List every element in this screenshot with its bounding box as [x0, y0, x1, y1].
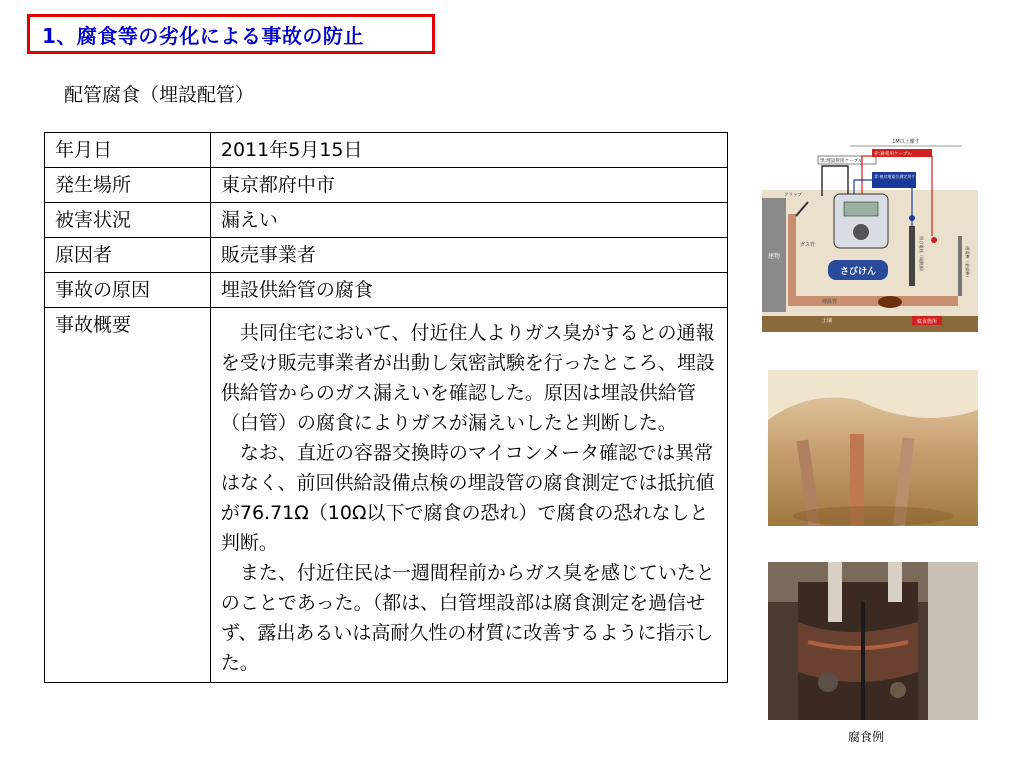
table-row: [45, 168, 728, 203]
row-label: 事故概要: [45, 308, 211, 683]
brand-label: さびけん: [839, 267, 877, 277]
row-value: 埋設供給管の腐食: [210, 273, 727, 308]
photo-caption: 腐食例: [848, 730, 885, 744]
accident-info-table: [44, 132, 728, 683]
row-label: 発生場所: [45, 168, 211, 203]
accident-summary: [210, 308, 727, 683]
buried-pipe-photo: [768, 370, 978, 526]
blue-cable-label: 青:被対地電位測定用ケーブル: [874, 174, 927, 179]
distance-label: 1M以上離す: [892, 139, 920, 145]
table-row: [45, 203, 728, 238]
table-row: [45, 273, 728, 308]
earth-rod-label: 通電棒（金属棒）: [965, 246, 970, 280]
soil-label: 土壌: [822, 318, 833, 324]
black-cable-label: 黒:埋設管用ケーブル: [820, 159, 863, 164]
corrosion-closeup-photo: [768, 562, 978, 720]
summary-paragraph: なお、直近の容器交換時のマイコンメータ確認では異常はなく、前回供給設備点検の埋設管の腐食測定では抵抗値が76.71Ω（10Ω以下で腐食の恐れ）で腐食の恐れなしと判断。: [220, 442, 715, 554]
buried-pipe-label: 埋設管: [822, 299, 838, 305]
corrosion-measurement-diagram: [762, 136, 978, 332]
row-label: 事故の原因: [45, 273, 211, 308]
row-label: 原因者: [45, 238, 211, 273]
summary-paragraph: 共同住宅において、付近住人よりガス臭がするとの通報を受け販売事業者が出動し気密試験を行ったところ、埋設供給管からのガス漏えいを確認した。原因は埋設供給管（白管）の腐食によりガスが漏えいしたと判断した。: [220, 322, 715, 434]
clip-label: クリップ: [784, 193, 802, 198]
section-subtitle: 配管腐食（埋設配管）: [64, 84, 255, 106]
row-value: 漏えい: [210, 203, 727, 238]
summary-paragraph: また、付近住民は一週間程前からガス臭を感じていたとのことであった。（都は、白管埋設部は腐食測定を過信せず、露出あるいは高耐久性の材質に改善するように指示した。: [220, 562, 715, 674]
table-row: [45, 238, 728, 273]
gas-pipe-label: ガス管: [800, 242, 816, 248]
table-row: [45, 133, 728, 168]
row-value: 東京都府中市: [210, 168, 727, 203]
row-label: 被害状況: [45, 203, 211, 238]
row-value: 販売事業者: [210, 238, 727, 273]
red-cable-label: 赤:通電用ケーブル: [874, 152, 912, 157]
table-row: [45, 308, 728, 683]
building-label: 建物: [767, 253, 781, 260]
row-value: 2011年5月15日: [210, 133, 727, 168]
row-label: 年月日: [45, 133, 211, 168]
slide-title: 1、腐食等の劣化による事故の防止: [27, 14, 435, 54]
corrosion-spot-label: 腐食箇所: [916, 319, 938, 325]
reference-electrode-label: 照合電極（硫酸銅）: [919, 236, 924, 274]
